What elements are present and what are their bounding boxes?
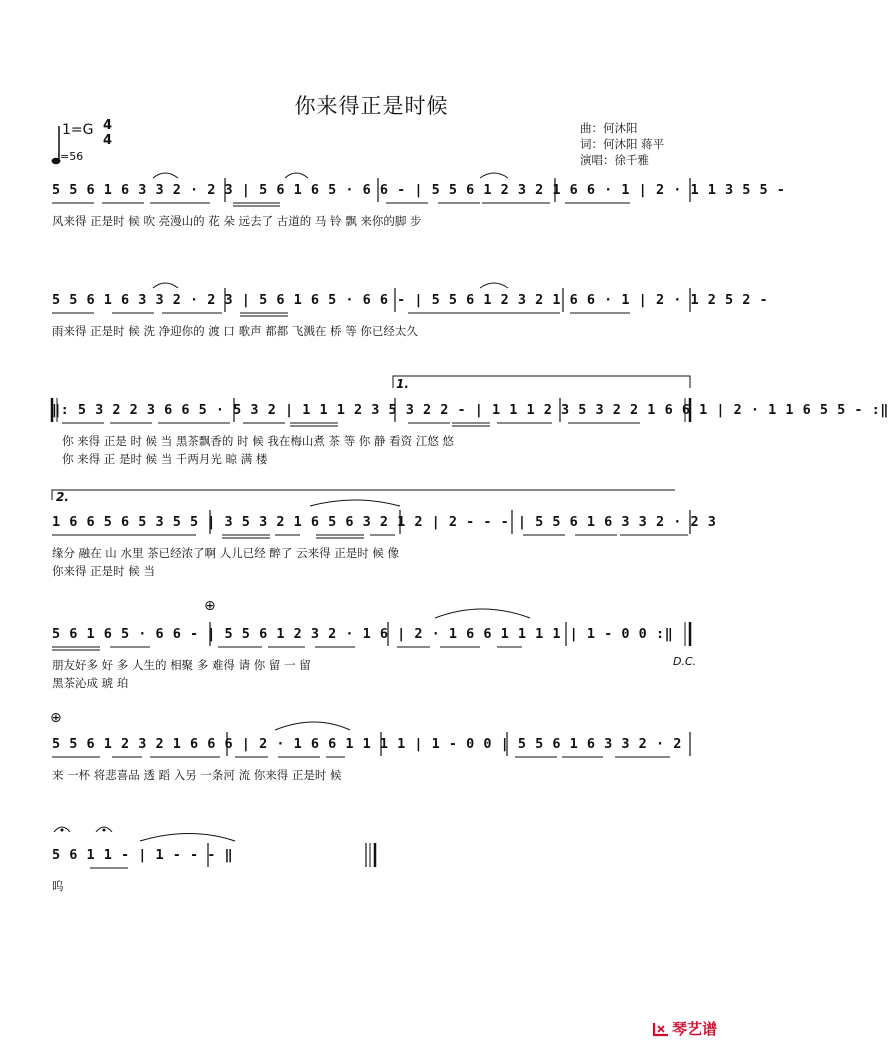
key-signature: 1=G xyxy=(62,122,94,138)
notes-row-6: 5 5 6 1 2 3 2 1 6 6 6 | 2 · 1 6 6 1 1 1 1 | 1 - 0 0 | 5 5 6 1 6 3 3 2 · 2 xyxy=(52,736,682,752)
notes-row-4: 1 6 6 5 6 5 3 5 5 | 3 5 3 2 1 6 5 6 3 2 1 2 | 2 - - - | 5 5 6 1 6 3 3 2 · 2 3 xyxy=(52,514,717,530)
singer-credit: 演唱：徐千雅 xyxy=(580,153,649,167)
song-title: 你来得正是时候 xyxy=(294,94,449,118)
lyrics-row-1: 风来得 正是时 候 吹 亮漫山的 花 朵 远去了 古道的 马 铃 飘 来你的脚 步 xyxy=(52,214,422,228)
time-signature-top: 4 xyxy=(103,118,113,133)
notes-row-7: 5 6 1 1 - | 1 - - - ‖ xyxy=(52,847,234,863)
notes-row-3: ‖: 5 3 2 2 3 6 6 5 · 5 3 2 | 1 1 1 2 3 5 3 2 2 - | 1 1 1 2 3 5 3 2 2 1 6 6 1 | 2 · 1 1 6 5 5 - :‖ xyxy=(52,402,889,418)
coda-sign-icon-2: ⊕ xyxy=(50,710,62,726)
notes-row-2: 5 5 6 1 6 3 3 2 · 2 3 | 5 6 1 6 5 · 6 6 - | 5 5 6 1 2 3 2 1 6 6 · 1 | 2 · 1 2 5 2 - xyxy=(52,292,769,308)
lyrics-row-7: 呜 xyxy=(52,879,64,893)
lyrics-row-5b: 黑茶沁成 琥 珀 xyxy=(52,676,129,690)
lyrics-row-4b: 你来得 正是时 候 当 xyxy=(52,564,155,578)
coda-sign-icon: ⊕ xyxy=(204,598,216,614)
qinyipu-logo-icon xyxy=(652,1020,670,1038)
notes-row-5: 5 6 1 6 5 · 6 6 - | 5 5 6 1 2 3 2 · 1 6 | 2 · 1 6 6 1 1 1 1 | 1 - 0 0 :‖ xyxy=(52,626,674,642)
composer-credit: 曲：何沐阳 xyxy=(580,121,638,135)
time-signature-bottom: 4 xyxy=(103,133,113,148)
watermark-logo: 琴艺谱 xyxy=(672,1020,718,1038)
volta-ending-1: 1. xyxy=(396,377,409,391)
tempo-marking: =56 xyxy=(60,150,84,163)
lyrics-row-4a: 缘分 融在 山 水里 茶已经浓了啊 人儿已经 醉了 云来得 正是时 候 像 xyxy=(52,546,400,560)
lyricist-credit: 词：何沐阳 蒋平 xyxy=(580,137,665,151)
notes-row-1: 5 5 6 1 6 3 3 2 · 2 3 | 5 6 1 6 5 · 6 6 - | 5 5 6 1 2 3 2 1 6 6 · 1 | 2 · 1 1 3 5 5 - xyxy=(52,182,786,198)
da-capo-mark: D.C. xyxy=(673,655,697,668)
lyrics-row-6: 来 一杯 将悲喜品 透 蹈 入另 一条河 流 你来得 正是时 候 xyxy=(52,768,342,782)
lyrics-row-3b: 你 来得 正 是时 候 当 千两月光 晾 满 楼 xyxy=(62,452,268,466)
lyrics-row-2: 雨来得 正是时 候 洗 净迎你的 渡 口 歌声 都都 飞溅在 桥 等 你已经太久 xyxy=(52,324,418,338)
volta-ending-2: 2. xyxy=(56,490,69,504)
lyrics-row-3a: 你 来得 正是 时 候 当 黑茶飘香的 时 候 我在梅山煮 茶 等 你 静 看资 江悠 悠 xyxy=(62,434,454,448)
lyrics-row-5a: 朋友好多 好 多 人生的 相聚 多 难得 请 你 留 一 留 xyxy=(52,658,311,672)
